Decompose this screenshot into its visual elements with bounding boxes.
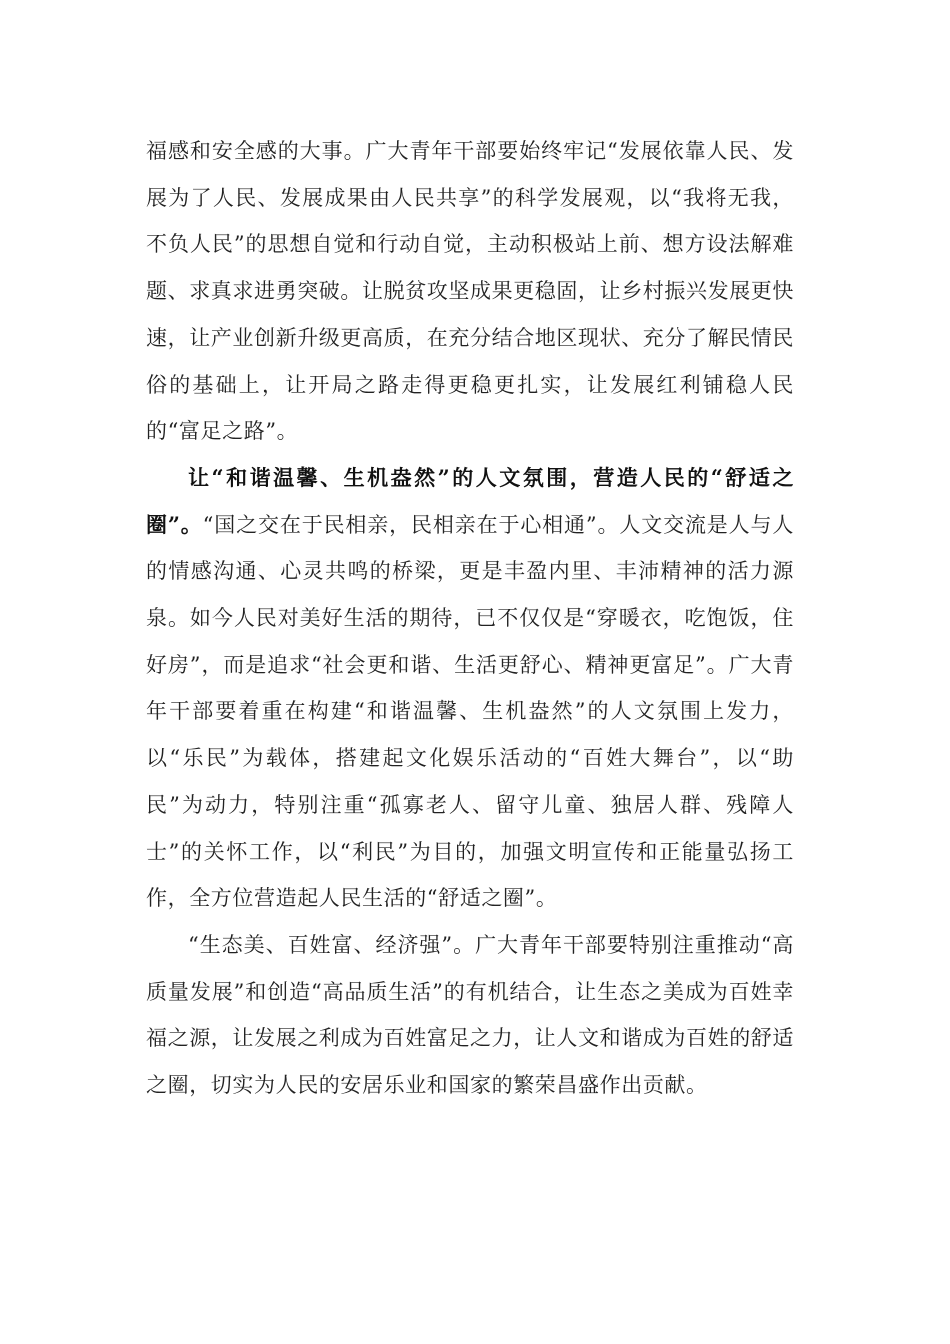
document-page bbox=[146, 128, 794, 1109]
paragraph-1 bbox=[146, 128, 794, 455]
paragraph-2-text: “国之交在于民相亲，民相亲在于心相通”。人文交流是人与人的情感沟通、心灵共鸣的桥梁，更是丰盈内里、丰沛精神的活力源泉。如今人民对美好生活的期待，已不仅仅是“穿暖衣，吃饱饭，住好房”，而是追求“社会更和谐、生活更舒心、精神更富足”。广大青年干部要着重在构建“和谐温馨、生机盎然”的人文氛围上发力，以“乐民”为载体，搭建起文化娱乐活动的“百姓大舞台”，以“助民”为动力，特别注重“孤寡老人、留守儿童、独居人群、残障人士”的关怀工作，以“利民”为目的，加强文明宣传和正能量弘扬工作，全方位营造起人民生活的“舒适之圈”。 bbox=[146, 512, 794, 911]
paragraph-2 bbox=[146, 455, 794, 922]
paragraph-3-text: “生态美、百姓富、经济强”。广大青年干部要特别注重推动“高质量发展”和创造“高品质生活”的有机结合，让生态之美成为百姓幸福之源，让发展之利成为百姓富足之力，让人文和谐成为百姓的舒适之圈，切实为人民的安居乐业和国家的繁荣昌盛作出贡献。 bbox=[146, 932, 794, 1098]
paragraph-2-heading: 让“和谐温馨、生机盎然”的人文氛围，营造人民的“舒适之圈”。 bbox=[146, 464, 794, 537]
paragraph-1-text: 福感和安全感的大事。广大青年干部要始终牢记“发展依靠人民、发展为了人民、发展成果由人民共享”的科学发展观，以“我将无我，不负人民”的思想自觉和行动自觉，主动积极站上前、想方设法解难题、求真求进勇突破。让脱贫攻坚成果更稳固，让乡村振兴发展更快速，让产业创新升级更高质，在充分结合地区现状、充分了解民情民俗的基础上，让开局之路走得更稳更扎实，让发展红利铺稳人民的“富足之路”。 bbox=[146, 139, 794, 444]
paragraph-3 bbox=[146, 922, 794, 1109]
